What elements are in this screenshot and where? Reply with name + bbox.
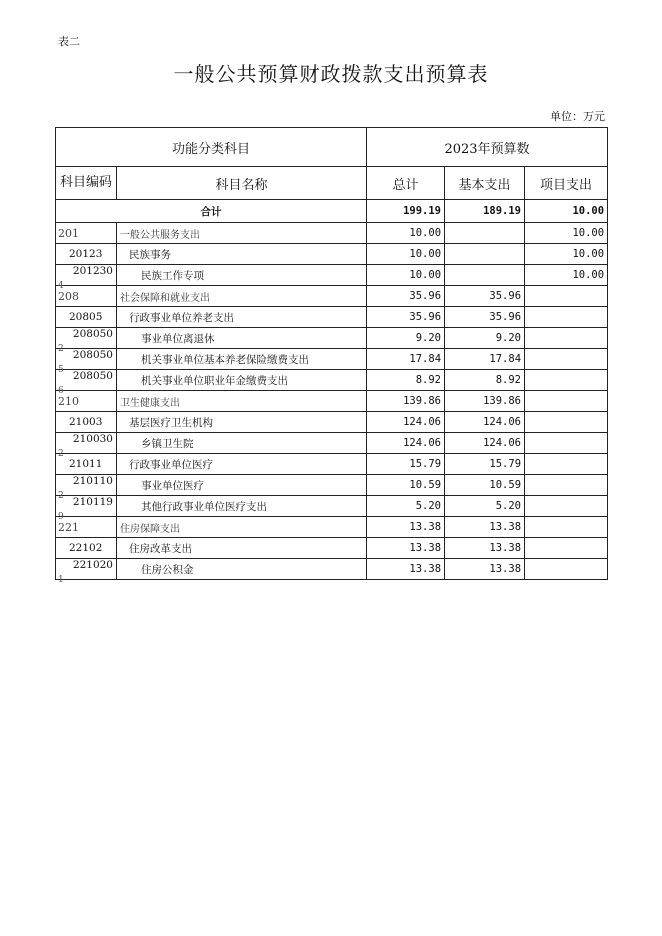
subject-name-cell: 事业单位离退休 (117, 328, 367, 349)
subject-code-cell (56, 307, 117, 328)
table-row (56, 370, 608, 391)
total-cell: 17.84 (367, 349, 445, 370)
total-header: 总计 (367, 167, 445, 200)
budget-year-header: 2023年预算数 (367, 128, 608, 167)
subject-code-cell (56, 265, 117, 291)
subject-code-overflow-digit: 1 (58, 575, 64, 585)
subject-code: 20123 (69, 248, 103, 260)
subject-name-cell: 机关事业单位基本养老保险缴费支出 (117, 349, 367, 370)
total-cell: 35.96 (367, 286, 445, 307)
table-tag: 表二 (58, 35, 80, 48)
subject-name-cell: 基层医疗卫生机构 (117, 412, 367, 433)
total-cell: 13.38 (367, 538, 445, 559)
subject-code-overflow-digit: 6 (58, 386, 64, 396)
subject-code-overflow-digit: 2 (58, 344, 64, 354)
subject-name-cell: 卫生健康支出 (117, 391, 367, 412)
table-row (56, 475, 608, 496)
basic-cell (445, 265, 525, 286)
subject-code: 21003 (69, 416, 103, 428)
subject-code: 208050 (72, 349, 113, 361)
subject-code: 208 (58, 289, 79, 303)
project-cell (525, 412, 608, 433)
table-row (56, 265, 608, 286)
project-cell (525, 307, 608, 328)
subject-name-cell: 社会保障和就业支出 (117, 286, 367, 307)
project-cell (525, 391, 608, 412)
project-cell (525, 370, 608, 391)
subject-code: 221020 (72, 559, 113, 571)
project-cell (525, 328, 608, 349)
basic-cell: 124.06 (445, 412, 525, 433)
table-row (56, 538, 608, 559)
subject-code: 201230 (72, 265, 113, 277)
basic-cell: 10.59 (445, 475, 525, 496)
subject-code-cell (56, 391, 117, 412)
table-row (56, 391, 608, 412)
total-cell: 13.38 (367, 517, 445, 538)
project-cell (525, 517, 608, 538)
subject-name-cell: 住房保障支出 (117, 517, 367, 538)
page-title: 一般公共预算财政拨款支出预算表 (173, 62, 489, 86)
project-cell (525, 538, 608, 559)
subject-code-cell (56, 349, 117, 375)
total-cell: 10.59 (367, 475, 445, 496)
table-row (56, 559, 608, 580)
total-cell: 35.96 (367, 307, 445, 328)
subject-code-cell (56, 244, 117, 265)
basic-cell: 15.79 (445, 454, 525, 475)
subject-code-cell (56, 475, 117, 501)
project-cell (525, 475, 608, 496)
basic-cell: 13.38 (445, 538, 525, 559)
subject-code-cell (56, 286, 117, 307)
subject-code-cell (56, 223, 117, 244)
table-row (56, 307, 608, 328)
subject-code: 208050 (72, 328, 113, 340)
basic-cell (445, 223, 525, 244)
subject-name-cell: 民族事务 (117, 244, 367, 265)
basic-cell: 35.96 (445, 286, 525, 307)
subject-code: 221 (58, 520, 79, 534)
basic-cell: 9.20 (445, 328, 525, 349)
project-cell: 10.00 (525, 244, 608, 265)
functional-category-header: 功能分类科目 (56, 128, 367, 167)
basic-cell: 13.38 (445, 517, 525, 538)
table-row (56, 412, 608, 433)
project-cell: 10.00 (525, 265, 608, 286)
subject-name-cell: 一般公共服务支出 (117, 223, 367, 244)
table-row (56, 454, 608, 475)
basic-cell: 139.86 (445, 391, 525, 412)
budget-table (55, 127, 608, 585)
table-row (56, 223, 608, 244)
subject-code-header: 科目编码 (56, 167, 117, 200)
subject-name-cell: 住房改革支出 (117, 538, 367, 559)
total-amount: 199.19 (367, 200, 445, 223)
subject-code-overflow-digit: 4 (58, 281, 64, 291)
subject-code: 208050 (72, 370, 113, 382)
subject-code-cell (56, 517, 117, 538)
basic-cell (445, 244, 525, 265)
total-cell: 124.06 (367, 433, 445, 454)
subject-name-cell: 其他行政事业单位医疗支出 (117, 496, 367, 517)
subject-name-cell: 乡镇卫生院 (117, 433, 367, 454)
subject-code: 210030 (72, 433, 113, 445)
total-label: 合计 (56, 200, 367, 223)
project-cell (525, 496, 608, 517)
subject-name-cell: 行政事业单位养老支出 (117, 307, 367, 328)
total-cell: 13.38 (367, 559, 445, 580)
subject-code-cell (56, 328, 117, 354)
table-row (56, 496, 608, 517)
basic-expenditure-header: 基本支出 (445, 167, 525, 200)
subject-code-cell (56, 496, 117, 522)
subject-name-cell: 住房公积金 (117, 559, 367, 580)
total-cell: 8.92 (367, 370, 445, 391)
basic-cell: 35.96 (445, 307, 525, 328)
total-cell: 139.86 (367, 391, 445, 412)
basic-cell: 124.06 (445, 433, 525, 454)
subject-code-overflow-digit: 5 (58, 365, 64, 375)
subject-name-cell: 行政事业单位医疗 (117, 454, 367, 475)
total-project: 10.00 (525, 200, 608, 223)
project-cell (525, 349, 608, 370)
total-cell: 9.20 (367, 328, 445, 349)
subject-code-cell (56, 370, 117, 396)
subject-code: 21011 (69, 458, 103, 470)
subject-code: 210119 (72, 496, 113, 508)
table-row (56, 244, 608, 265)
total-cell: 10.00 (367, 265, 445, 286)
subject-code-cell (56, 454, 117, 475)
basic-cell: 13.38 (445, 559, 525, 580)
project-cell (525, 559, 608, 580)
subject-name-cell: 机关事业单位职业年金缴费支出 (117, 370, 367, 391)
unit-label: 单位：万元 (550, 110, 605, 123)
subject-code: 22102 (69, 542, 103, 554)
project-cell (525, 433, 608, 454)
basic-cell: 5.20 (445, 496, 525, 517)
table-row (56, 349, 608, 370)
subject-code: 210110 (72, 475, 113, 487)
header-row-columns (56, 167, 608, 200)
subject-code: 20805 (69, 311, 103, 323)
total-cell: 5.20 (367, 496, 445, 517)
project-expenditure-header: 项目支出 (525, 167, 608, 200)
subject-code-overflow-digit: 2 (58, 491, 64, 501)
subject-code-cell (56, 433, 117, 459)
basic-cell: 8.92 (445, 370, 525, 391)
table-row (56, 433, 608, 454)
basic-cell: 17.84 (445, 349, 525, 370)
table-row (56, 328, 608, 349)
table-row (56, 286, 608, 307)
subject-code-cell (56, 559, 117, 585)
subject-code-cell (56, 412, 117, 433)
subject-code-overflow-digit: 9 (58, 512, 64, 522)
total-cell: 10.00 (367, 244, 445, 265)
subject-code-overflow-digit: 2 (58, 449, 64, 459)
table-row (56, 517, 608, 538)
total-cell: 124.06 (367, 412, 445, 433)
total-basic: 189.19 (445, 200, 525, 223)
total-cell: 15.79 (367, 454, 445, 475)
subject-code: 201 (58, 226, 79, 240)
subject-code: 210 (58, 394, 79, 408)
subject-code-cell (56, 538, 117, 559)
project-cell: 10.00 (525, 223, 608, 244)
total-cell: 10.00 (367, 223, 445, 244)
header-row-top (56, 128, 608, 167)
total-row (56, 200, 608, 223)
subject-name-header: 科目名称 (117, 167, 367, 200)
subject-name-cell: 事业单位医疗 (117, 475, 367, 496)
subject-name-cell: 民族工作专项 (117, 265, 367, 286)
project-cell (525, 286, 608, 307)
project-cell (525, 454, 608, 475)
